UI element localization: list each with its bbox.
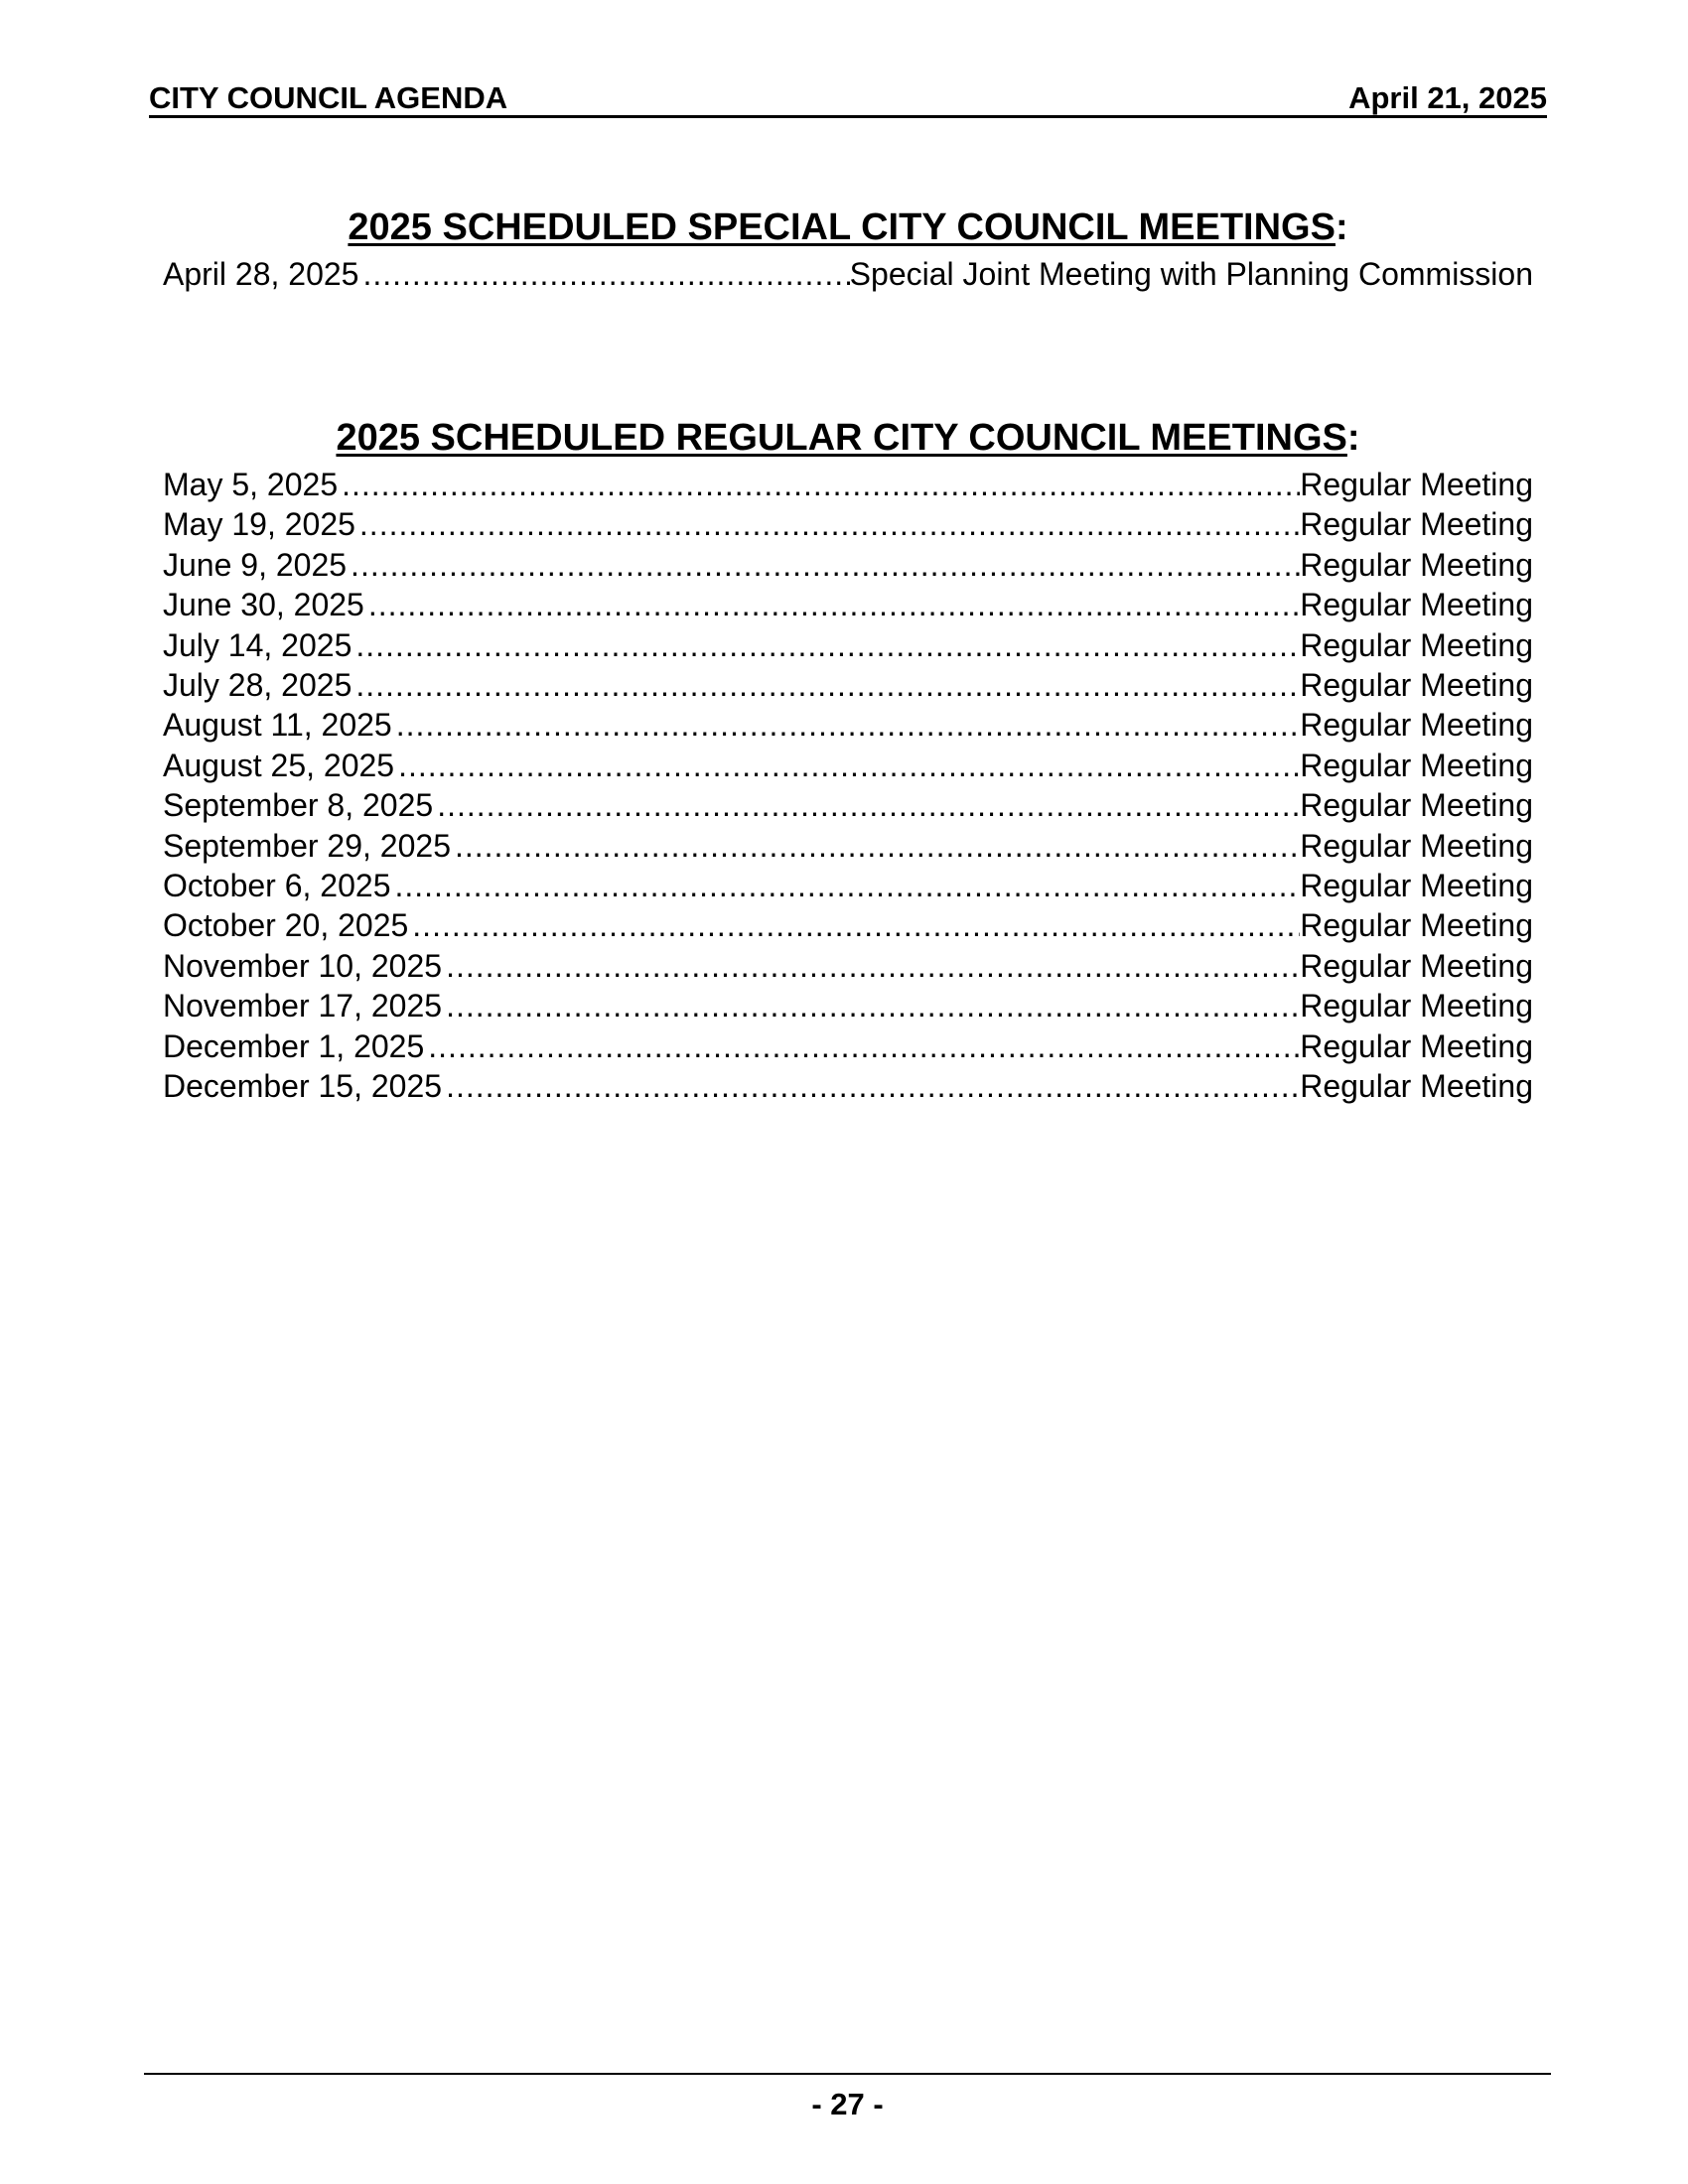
dot-leader — [394, 746, 1300, 785]
dot-leader — [408, 905, 1300, 945]
meeting-description: Regular Meeting — [1300, 667, 1533, 704]
meeting-date: October 6, 2025 — [163, 868, 391, 904]
dot-leader — [442, 946, 1300, 986]
regular-meeting-row — [163, 826, 1533, 866]
meeting-description: Regular Meeting — [1300, 587, 1533, 623]
regular-meeting-row — [163, 625, 1533, 665]
special-meetings-heading-colon: : — [1335, 206, 1348, 248]
dot-leader — [338, 465, 1300, 504]
meeting-date: September 29, 2025 — [163, 827, 451, 864]
dot-leader — [424, 1026, 1300, 1066]
special-meeting-row — [163, 254, 1533, 294]
meeting-description: Regular Meeting — [1300, 868, 1533, 904]
dot-leader — [451, 826, 1300, 866]
meeting-description: Regular Meeting — [1300, 1068, 1533, 1105]
meeting-description: Regular Meeting — [1300, 546, 1533, 583]
meeting-date: July 14, 2025 — [163, 626, 352, 663]
regular-meetings-heading-colon: : — [1346, 417, 1360, 459]
meeting-date: December 1, 2025 — [163, 1027, 425, 1064]
special-meetings-heading — [163, 205, 1533, 250]
meeting-date: August 25, 2025 — [163, 747, 395, 783]
meeting-description: Regular Meeting — [1300, 707, 1533, 744]
meeting-date: September 8, 2025 — [163, 787, 434, 824]
dot-leader — [392, 705, 1301, 745]
meeting-date: April 28, 2025 — [163, 256, 359, 292]
meeting-description: Regular Meeting — [1300, 506, 1533, 543]
dot-leader — [355, 504, 1300, 544]
regular-meeting-row — [163, 866, 1533, 905]
meeting-date: May 19, 2025 — [163, 506, 355, 543]
regular-meeting-row — [163, 585, 1533, 624]
agenda-date: April 21, 2025 — [1348, 80, 1547, 115]
regular-meeting-row — [163, 946, 1533, 986]
meeting-description: Regular Meeting — [1300, 947, 1533, 984]
meeting-description: Special Joint Meeting with Planning Commission — [849, 256, 1533, 292]
regular-meeting-row — [163, 705, 1533, 745]
meeting-date: May 5, 2025 — [163, 467, 339, 502]
dot-leader — [352, 625, 1300, 665]
dot-leader — [364, 585, 1300, 624]
dot-leader — [433, 785, 1300, 825]
regular-meetings-heading-text: 2025 SCHEDULED REGULAR CITY COUNCIL MEETINGS — [336, 417, 1347, 459]
regular-meeting-row — [163, 1026, 1533, 1066]
meeting-date: December 15, 2025 — [163, 1068, 443, 1105]
meeting-description: Regular Meeting — [1300, 787, 1533, 824]
regular-meeting-row — [163, 746, 1533, 785]
meeting-date: November 17, 2025 — [163, 988, 443, 1024]
meeting-description: Regular Meeting — [1300, 907, 1533, 944]
special-meetings-list — [163, 254, 1533, 294]
meeting-description: Regular Meeting — [1300, 626, 1533, 663]
regular-meeting-row — [163, 986, 1533, 1025]
meeting-date: July 28, 2025 — [163, 667, 352, 704]
regular-meeting-row — [163, 1066, 1533, 1106]
meeting-date: October 20, 2025 — [163, 907, 409, 944]
special-meetings-section — [163, 205, 1533, 294]
meeting-description: Regular Meeting — [1300, 747, 1533, 783]
meeting-date: June 30, 2025 — [163, 587, 364, 623]
meeting-date: November 10, 2025 — [163, 947, 443, 984]
page-number: - 27 - — [811, 2087, 884, 2121]
regular-meeting-row — [163, 785, 1533, 825]
dot-leader — [442, 986, 1300, 1025]
dot-leader — [352, 665, 1300, 705]
page-header — [149, 79, 1547, 118]
meeting-description: Regular Meeting — [1300, 1027, 1533, 1064]
special-meetings-heading-text: 2025 SCHEDULED SPECIAL CITY COUNCIL MEETINGS — [348, 206, 1336, 248]
meeting-description: Regular Meeting — [1300, 467, 1533, 502]
regular-meeting-row — [163, 905, 1533, 945]
dot-leader — [358, 254, 849, 294]
dot-leader — [390, 866, 1300, 905]
dot-leader — [442, 1066, 1300, 1106]
meeting-date: August 11, 2025 — [163, 707, 392, 744]
meeting-description: Regular Meeting — [1300, 827, 1533, 864]
regular-meeting-row — [163, 665, 1533, 705]
regular-meeting-row — [163, 545, 1533, 585]
regular-meeting-row — [163, 504, 1533, 544]
meeting-date: June 9, 2025 — [163, 546, 348, 583]
regular-meetings-heading — [163, 415, 1533, 461]
meeting-description: Regular Meeting — [1300, 988, 1533, 1024]
dot-leader — [347, 545, 1300, 585]
agenda-title: CITY COUNCIL AGENDA — [149, 80, 508, 115]
regular-meetings-section — [163, 415, 1533, 1107]
page-footer — [144, 2073, 1551, 2124]
regular-meeting-row — [163, 465, 1533, 504]
regular-meetings-list — [163, 465, 1533, 1107]
